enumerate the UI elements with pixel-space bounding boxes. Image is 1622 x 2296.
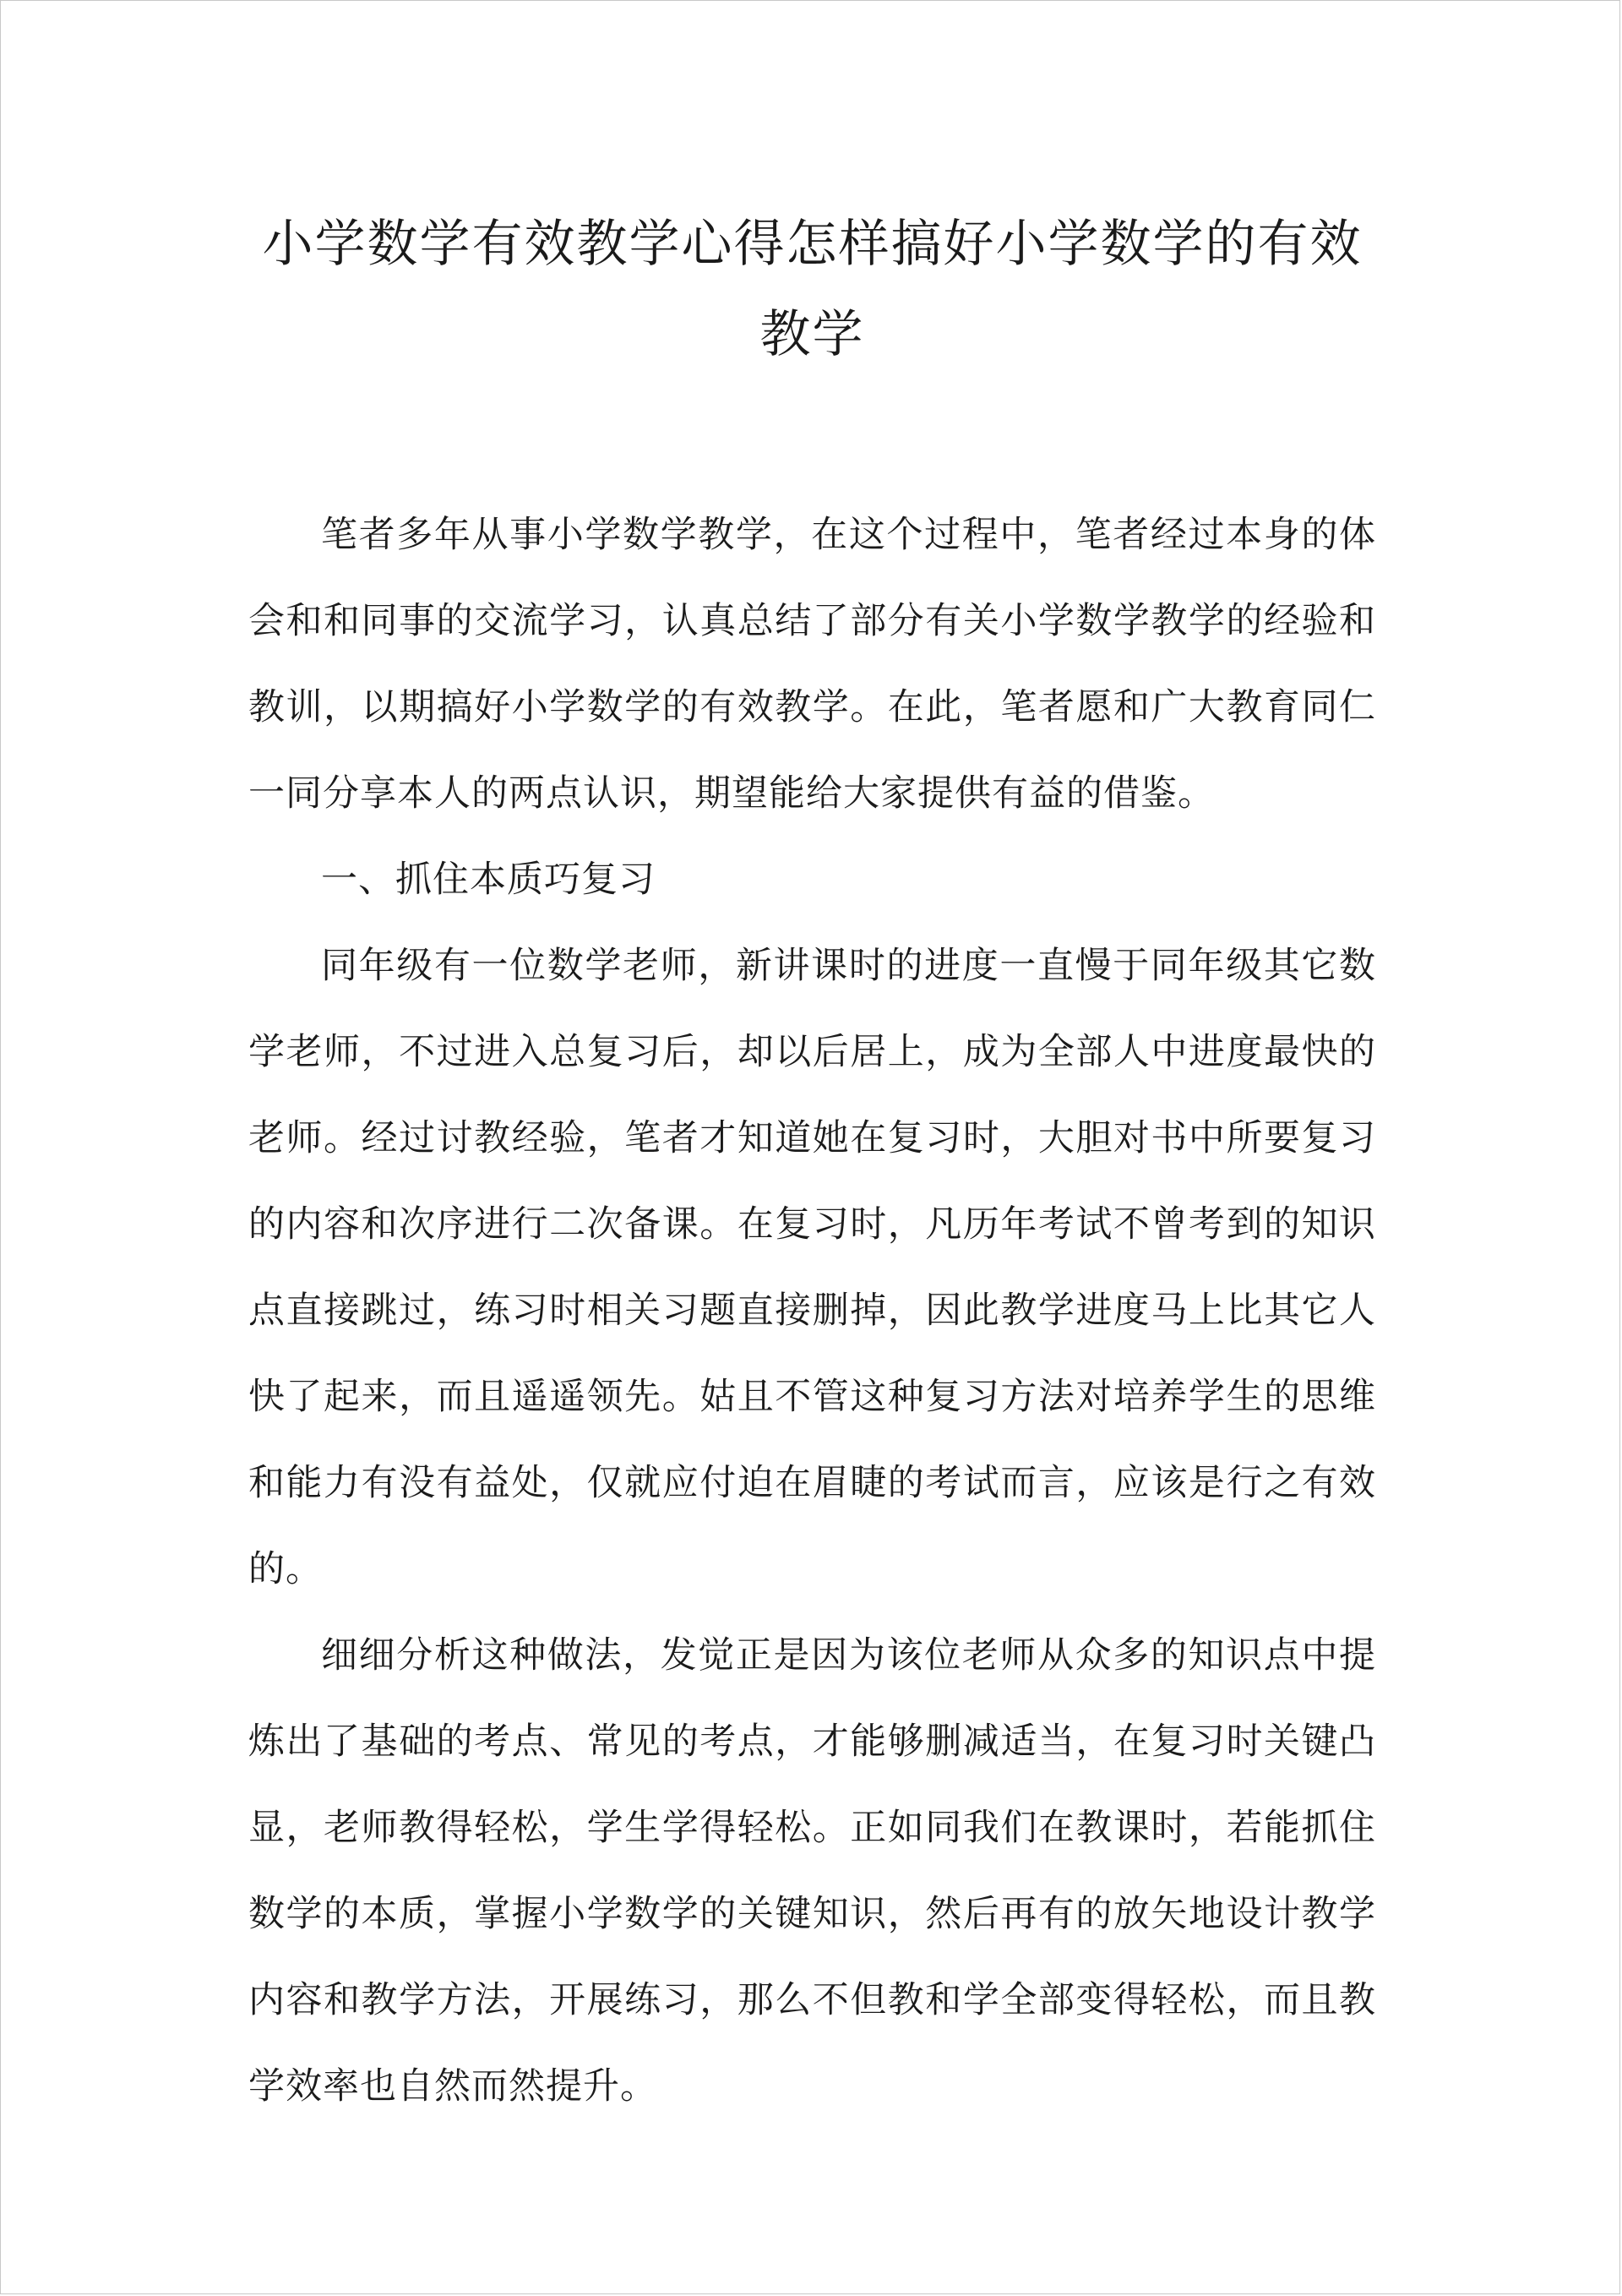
document-content xyxy=(248,199,1376,2130)
paragraph-analysis: 细细分析这种做法，发觉正是因为该位老师从众多的知识点中提炼出了基础的考点、常见的考点，才能够删减适当，在复习时关键凸显，老师教得轻松，学生学得轻松。正如同我们在教课时，若能抓住数学的本质，掌握小学数学的关键知识，然后再有的放矢地设计教学内容和教学方法，开展练习，那么不但教和学全部变得轻松，而且教学效率也自然而然提升。 xyxy=(248,1634,1376,2108)
document-body xyxy=(248,492,1376,2130)
document-title: 小学数学有效教学心得怎样搞好小学数学的有效教学 xyxy=(262,215,1363,364)
paragraph-intro: 笔者多年从事小学数学教学，在这个过程中，笔者经过本身的体会和和同事的交流学习，认真总结了部分有关小学数学教学的经验和教训，以期搞好小学数学的有效教学。在此，笔者愿和广大教育同仁一同分享本人的两点认识，期望能给大家提供有益的借鉴。 xyxy=(248,514,1376,815)
section-heading: 一、抓住本质巧复习 xyxy=(321,859,656,901)
paragraph-review-example: 同年级有一位数学老师，新讲课时的进度一直慢于同年级其它数学老师，不过进入总复习后，却以后居上，成为全部人中进度最快的老师。经过讨教经验，笔者才知道她在复习时，大胆对书中所要复习的内容和次序进行二次备课。在复习时，凡历年考试不曾考到的知识点直接跳过，练习时相关习题直接删掉，因此教学进度马上比其它人快了起来，而且遥遥领先。姑且不管这种复习方法对培养学生的思维和能力有没有益处，仅就应付迫在眉睫的考试而言，应该是行之有效的。 xyxy=(248,945,1376,1590)
